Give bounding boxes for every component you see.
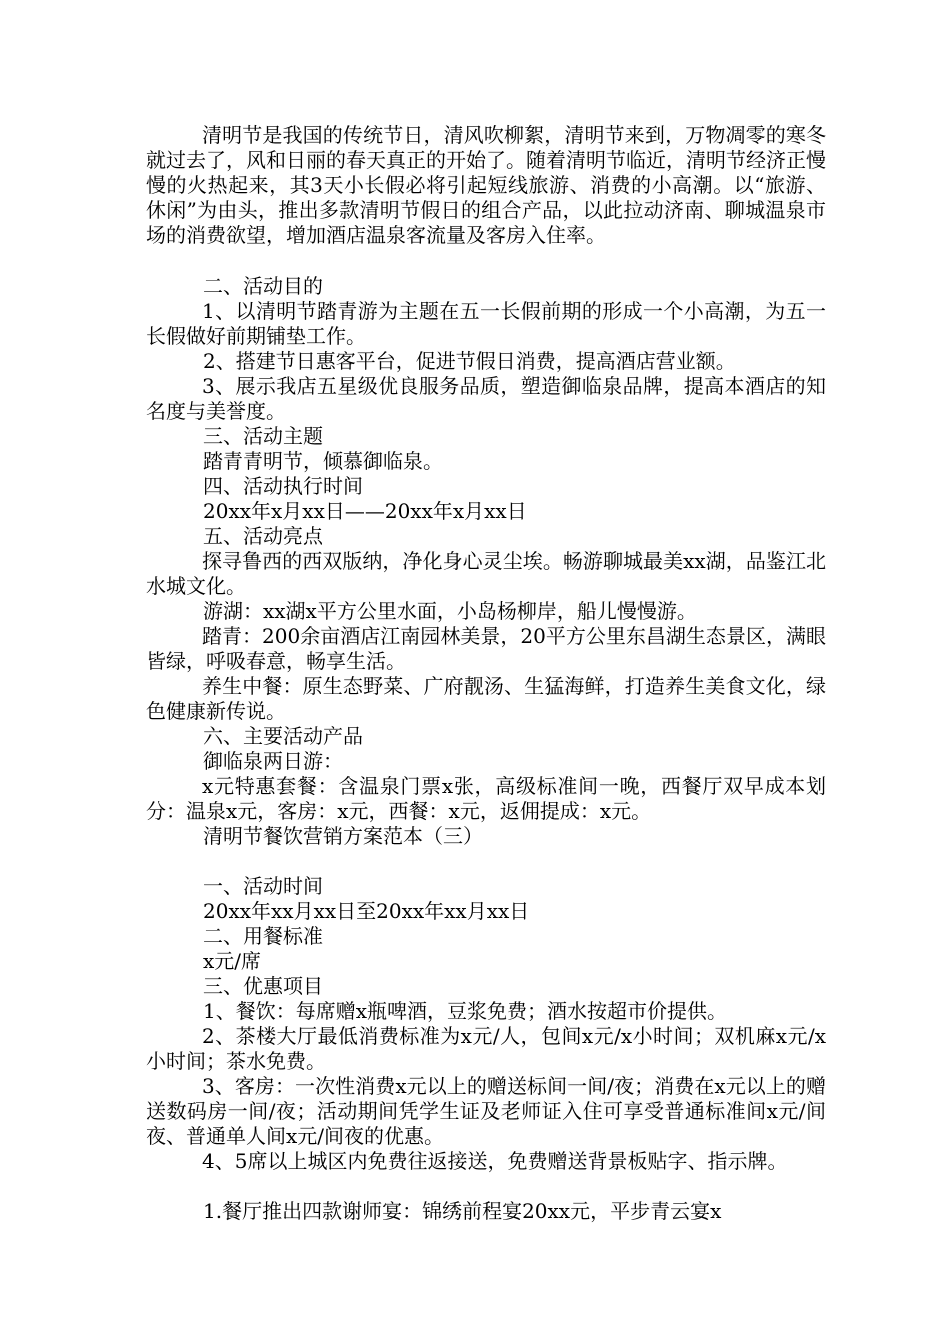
intro-paragraph: 清明节是我国的传统节日，清风吹柳絮，清明节来到，万物凋零的寒冬就过去了，风和日丽的春天真正的开始了。随着清明节临近，清明节经济正慢慢的火热起来，其3天小长假必将引起短线旅游、消费的小高潮。以“旅游、休闲”为由头，推出多款清明节假日的组合产品，以此拉动济南、聊城温泉市场的消费欲望，增加酒店温泉客流量及客房入住率。 [146, 123, 826, 248]
section-heading-products: 六、主要活动产品 [203, 724, 363, 748]
product-package: x元特惠套餐：含温泉门票x张，高级标准间一晚，西餐厅双早成本划分：温泉x元，客房：x元，西餐：x元，返佣提成：x元。 [146, 774, 826, 824]
objective-item-2: 2、搭建节日惠客平台，促进节假日消费，提高酒店营业额。 [203, 349, 736, 373]
product-title: 御临泉两日游： [203, 749, 343, 773]
section-heading-offers: 三、优惠项目 [203, 974, 323, 998]
highlight-item-4: 养生中餐：原生态野菜、广府靓汤、生猛海鲜，打造养生美食文化，绿色健康新传说。 [146, 674, 826, 724]
section-heading-theme: 三、活动主题 [203, 424, 323, 448]
offer-item-4: 4、5席以上城区内免费往返接送，免费赠送背景板贴字、指示牌。 [202, 1149, 788, 1173]
subdocument-title: 清明节餐饮营销方案范本（三） [203, 824, 483, 848]
highlight-item-2: 游湖：xx湖x平方公里水面，小岛杨柳岸，船儿慢慢游。 [203, 599, 697, 623]
banquet-item-1: 1.餐厅推出四款谢师宴：锦绣前程宴20xx元，平步青云宴x [203, 1199, 722, 1223]
theme-text: 踏青青明节，倾慕御临泉。 [203, 449, 443, 473]
dining-standard-text: x元/席 [203, 949, 262, 973]
offer-item-3: 3、客房：一次性消费x元以上的赠送标间一间/夜；消费在x元以上的赠送数码房一间/夜；活动期间凭学生证及老师证入住可享受普通标准间x元/间夜、普通单人间x元/间夜的优惠。 [146, 1074, 826, 1149]
section-heading-objectives: 二、活动目的 [203, 274, 323, 298]
offer-item-2: 2、茶楼大厅最低消费标准为x元/人，包间x元/x小时间；双机麻x元/x小时间；茶水免费。 [146, 1024, 826, 1074]
section-heading-highlights: 五、活动亮点 [203, 524, 323, 548]
highlight-item-3: 踏青：200余亩酒店江南园林美景，20平方公里东昌湖生态景区，满眼皆绿，呼吸春意，畅享生活。 [146, 624, 826, 674]
time-text: 20xx年xx月xx日至20xx年xx月xx日 [203, 899, 530, 923]
section-heading-dining-standard: 二、用餐标准 [203, 924, 323, 948]
highlight-item-1: 探寻鲁西的西双版纳，净化身心灵尘埃。畅游聊城最美xx湖，品鉴江北水城文化。 [146, 549, 826, 599]
objective-item-3: 3、展示我店五星级优良服务品质，塑造御临泉品牌，提高本酒店的知名度与美誉度。 [146, 374, 826, 424]
objective-item-1: 1、以清明节踏青游为主题在五一长假前期的形成一个小高潮，为五一长假做好前期铺垫工作。 [146, 299, 826, 349]
section-heading-schedule: 四、活动执行时间 [203, 474, 363, 498]
schedule-text: 20xx年x月xx日——20xx年x月xx日 [203, 499, 527, 523]
section-heading-time: 一、活动时间 [203, 874, 323, 898]
offer-item-1: 1、餐饮：每席赠x瓶啤酒，豆浆免费；酒水按超市价提供。 [203, 999, 728, 1023]
